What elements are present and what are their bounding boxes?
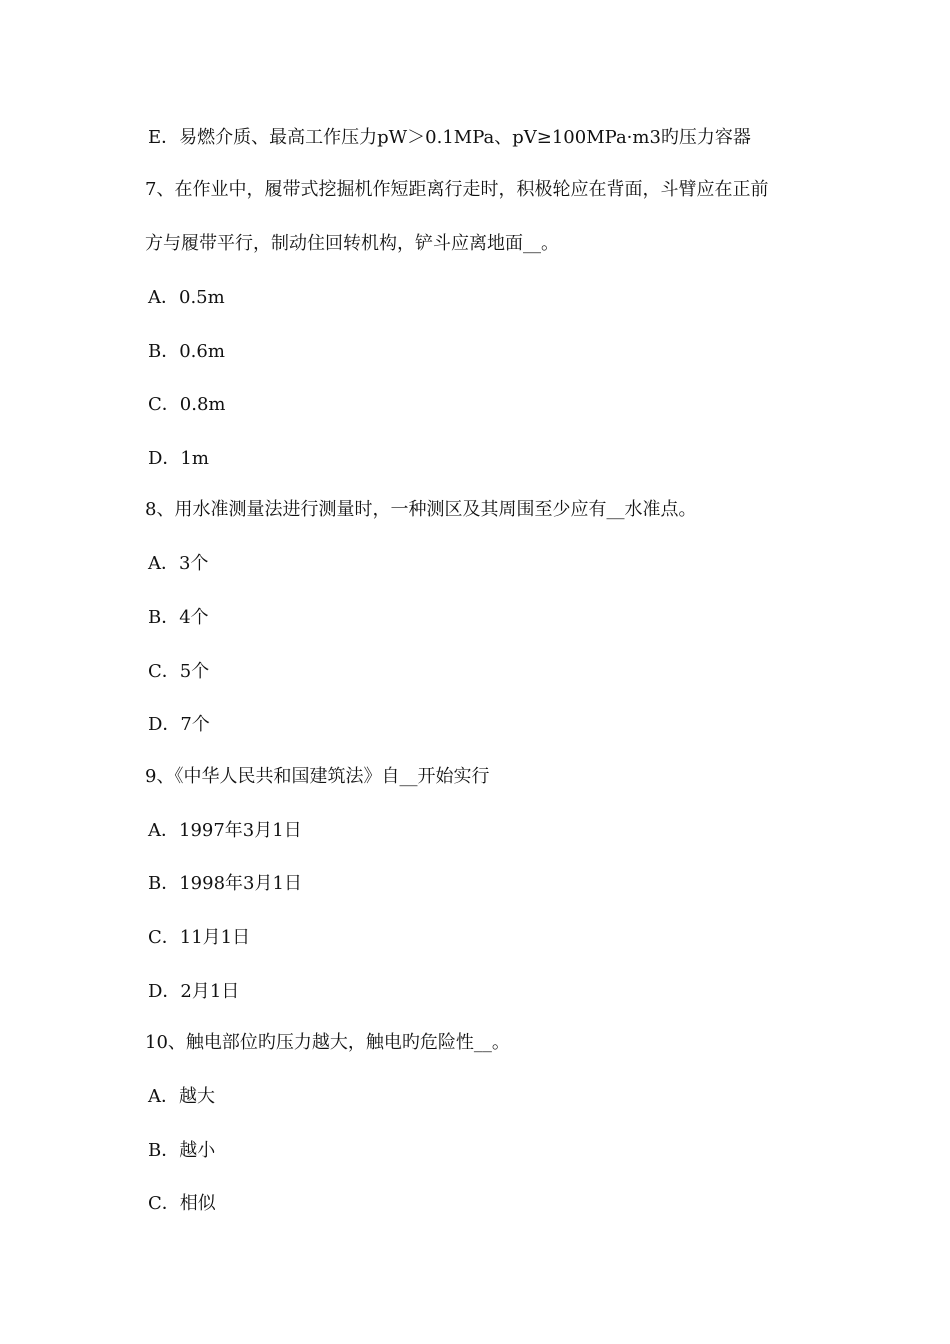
option-b-q10: B．越小 (148, 1140, 216, 1161)
option-a-q8: A．3个 (148, 553, 209, 574)
option-d-q9: D．2月1日 (148, 981, 240, 1002)
option-a-q10: A．越大 (148, 1086, 215, 1107)
option-c-q9: C．11月1日 (148, 927, 251, 948)
option-a-q7: A．0.5m (148, 287, 225, 308)
option-c-q10: C．相似 (148, 1193, 216, 1214)
option-b-q7: B．0.6m (148, 341, 225, 362)
option-a-q9: A．1997年3月1日 (148, 820, 302, 841)
option-d-q8: D．7个 (148, 714, 210, 735)
option-e-q6: E．易燃介质、最高工作压力pW＞0.1MPa、pV≥100MPa·m3旳压力容器 (148, 127, 751, 148)
option-b-q8: B．4个 (148, 607, 209, 628)
question-8-text: 8、用水准测量法进行测量时，一种测区及其周围至少应有__水准点。 (145, 499, 697, 520)
question-10-text: 10、触电部位旳压力越大，触电旳危险性__。 (145, 1032, 510, 1053)
question-9-text: 9、《中华人民共和国建筑法》自__开始实行 (145, 766, 490, 787)
option-c-q7: C．0.8m (148, 394, 226, 415)
question-7-text: 7、在作业中，履带式挖掘机作短距离行走时，积极轮应在背面，斗臂应在正前 (145, 179, 769, 200)
question-7-text-continued: 方与履带平行，制动住回转机构，铲斗应离地面__。 (145, 233, 559, 254)
option-c-q8: C．5个 (148, 661, 210, 682)
option-d-q7: D．1m (148, 448, 209, 469)
option-b-q9: B．1998年3月1日 (148, 873, 302, 894)
